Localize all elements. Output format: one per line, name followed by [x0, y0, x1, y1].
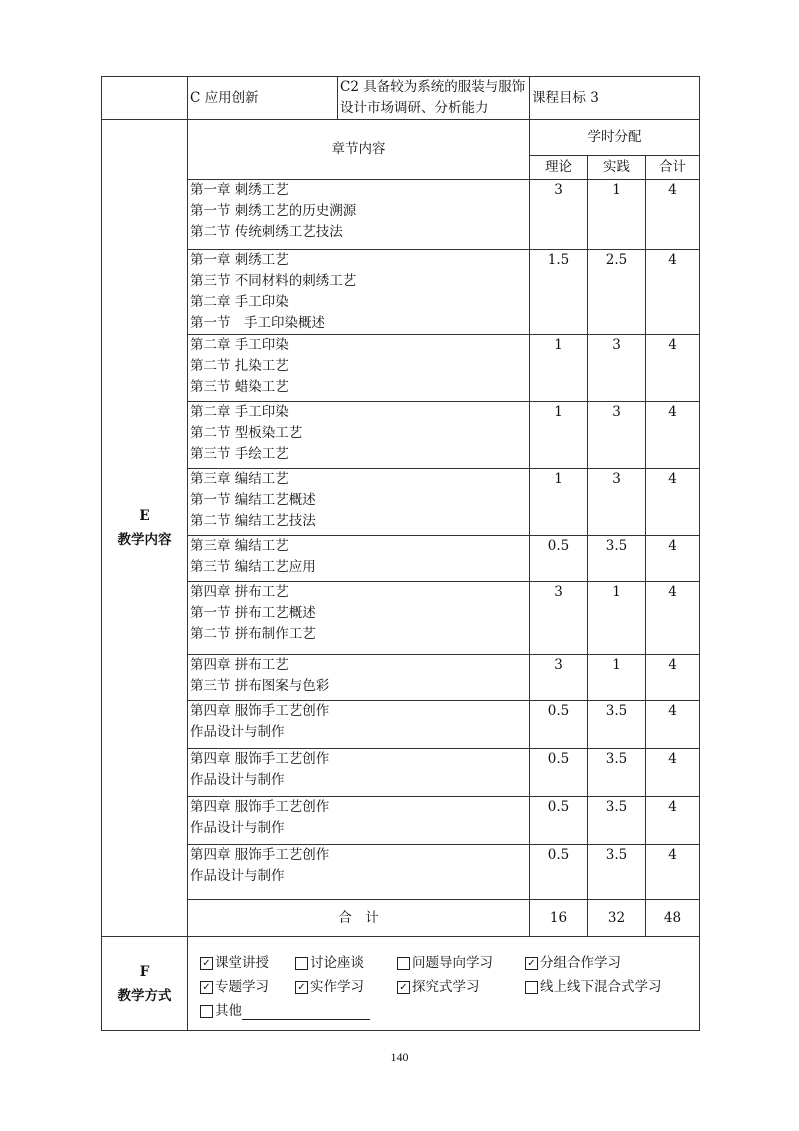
section-e-label [102, 120, 188, 937]
practice-hours: 3.5 [588, 701, 646, 749]
content-row [102, 797, 700, 845]
chapter-line: 第三节 编结工艺应用 [190, 559, 316, 575]
practice-header: 实践 [588, 156, 646, 180]
chapter-line: 作品设计与制作 [190, 820, 285, 836]
chapter-line: 作品设计与制作 [190, 772, 285, 788]
section-f-label [102, 937, 188, 1031]
method-option[interactable] [397, 951, 525, 975]
checked-box-icon[interactable]: ✓ [200, 981, 213, 994]
chapter-line: 第二节 型板染工艺 [190, 425, 303, 441]
method-label: 实作学习 [310, 979, 364, 995]
method-option[interactable] [200, 975, 295, 999]
practice-hours: 3.5 [588, 536, 646, 582]
method-row-other [200, 999, 699, 1023]
theory-hours: 1.5 [530, 250, 588, 335]
chapter-line: 第四章 服饰手工艺创作 [190, 799, 330, 815]
chapter-line: 第一节 刺绣工艺的历史溯源 [190, 203, 357, 219]
other-fill-line[interactable] [242, 1003, 370, 1020]
method-option[interactable] [525, 951, 675, 975]
practice-hours: 1 [588, 180, 646, 250]
theory-header: 理论 [530, 156, 588, 180]
chapter-cell [188, 582, 530, 655]
empty-cell [102, 77, 188, 120]
chapter-line: 第三节 拼布图案与色彩 [190, 678, 330, 694]
chapter-line: 第三节 手绘工艺 [190, 446, 289, 462]
total-hours: 4 [646, 402, 700, 469]
theory-hours: 0.5 [530, 845, 588, 900]
chapter-line: 作品设计与制作 [190, 868, 285, 884]
section-f-code: F [139, 963, 150, 980]
section-e-code: E [139, 508, 150, 524]
total-header: 合计 [646, 156, 700, 180]
hours-header-row [102, 120, 700, 156]
total-hours: 4 [646, 469, 700, 536]
method-option[interactable] [397, 975, 525, 999]
objective-description: C2 具备较为系统的服装与服饰设计市场调研、分析能力 [338, 77, 530, 120]
objective-category: C 应用创新 [188, 77, 338, 120]
chapter-cell [188, 402, 530, 469]
sum-practice: 32 [588, 900, 646, 937]
sum-row [102, 900, 700, 937]
theory-hours: 0.5 [530, 701, 588, 749]
theory-hours: 1 [530, 335, 588, 402]
theory-hours: 0.5 [530, 536, 588, 582]
content-row [102, 180, 700, 250]
chapter-line: 第四章 服饰手工艺创作 [190, 751, 330, 767]
content-row [102, 582, 700, 655]
section-f-title: 教学方式 [117, 987, 172, 1004]
unchecked-box-icon[interactable] [295, 957, 308, 970]
chapter-cell [188, 250, 530, 335]
content-row [102, 469, 700, 536]
content-row [102, 701, 700, 749]
total-hours: 4 [646, 536, 700, 582]
course-table [101, 76, 700, 1031]
chapter-line: 第一章 刺绣工艺 [190, 252, 289, 268]
method-label: 线上线下混合式学习 [540, 979, 662, 995]
chapter-cell [188, 469, 530, 536]
chapter-line: 第三章 编结工艺 [190, 538, 289, 554]
chapter-line: 第四章 拼布工艺 [190, 657, 289, 673]
chapter-line: 第二章 手工印染 [190, 404, 289, 420]
chapter-line: 第二节 编结工艺技法 [190, 513, 316, 529]
theory-hours: 0.5 [530, 797, 588, 845]
total-hours: 4 [646, 180, 700, 250]
chapter-line: 第二节 拼布制作工艺 [190, 626, 316, 642]
teaching-method-row [102, 937, 700, 1031]
chapter-line: 作品设计与制作 [190, 724, 285, 740]
chapter-cell [188, 701, 530, 749]
method-option[interactable] [295, 951, 397, 975]
practice-hours: 3 [588, 469, 646, 536]
chapter-cell [188, 180, 530, 250]
chapter-line: 第一节 手工印染概述 [190, 315, 325, 331]
practice-hours: 1 [588, 582, 646, 655]
practice-hours: 3 [588, 402, 646, 469]
page-number: 140 [390, 1050, 409, 1064]
method-row [200, 951, 699, 975]
unchecked-box-icon[interactable] [200, 1005, 213, 1018]
method-option-other[interactable] [200, 999, 370, 1023]
theory-hours: 1 [530, 469, 588, 536]
checked-box-icon[interactable]: ✓ [200, 957, 213, 970]
unchecked-box-icon[interactable] [525, 981, 538, 994]
content-row [102, 402, 700, 469]
total-hours: 4 [646, 701, 700, 749]
method-label: 课堂讲授 [215, 955, 269, 971]
total-hours: 4 [646, 797, 700, 845]
sum-theory: 16 [530, 900, 588, 937]
content-row [102, 250, 700, 335]
method-label: 探究式学习 [412, 979, 480, 995]
practice-hours: 1 [588, 655, 646, 701]
chapter-line: 第一节 编结工艺概述 [190, 492, 316, 508]
chapter-cell [188, 536, 530, 582]
objective-target: 课程目标 3 [530, 77, 700, 120]
content-header: 章节内容 [188, 120, 530, 180]
total-hours: 4 [646, 845, 700, 900]
chapter-line: 第四章 服饰手工艺创作 [190, 847, 330, 863]
total-hours: 4 [646, 250, 700, 335]
total-hours: 4 [646, 582, 700, 655]
chapter-cell [188, 655, 530, 701]
chapter-line: 第二节 传统刺绣工艺技法 [190, 224, 343, 240]
unchecked-box-icon[interactable] [397, 957, 410, 970]
method-label: 讨论座谈 [310, 955, 364, 971]
section-e-title: 教学内容 [117, 532, 172, 548]
theory-hours: 0.5 [530, 749, 588, 797]
chapter-cell [188, 797, 530, 845]
chapter-cell [188, 335, 530, 402]
teaching-methods [188, 937, 700, 1031]
content-row [102, 655, 700, 701]
content-row [102, 749, 700, 797]
checked-box-icon[interactable]: ✓ [525, 957, 538, 970]
practice-hours: 2.5 [588, 250, 646, 335]
method-row [200, 975, 699, 999]
chapter-cell [188, 749, 530, 797]
chapter-line: 第一章 刺绣工艺 [190, 182, 289, 198]
content-row [102, 845, 700, 900]
sum-total: 48 [646, 900, 700, 937]
objective-row [102, 77, 700, 120]
practice-hours: 3.5 [588, 749, 646, 797]
checked-box-icon[interactable]: ✓ [397, 981, 410, 994]
chapter-cell [188, 845, 530, 900]
method-option[interactable] [200, 951, 295, 975]
sum-label: 合 计 [188, 900, 530, 937]
chapter-line: 第二节 扎染工艺 [190, 358, 289, 374]
practice-hours: 3.5 [588, 845, 646, 900]
content-row [102, 335, 700, 402]
method-option[interactable] [295, 975, 397, 999]
theory-hours: 1 [530, 402, 588, 469]
chapter-line: 第三节 蜡染工艺 [190, 379, 289, 395]
method-label: 问题导向学习 [412, 955, 493, 971]
chapter-line: 第二章 手工印染 [190, 337, 289, 353]
practice-hours: 3.5 [588, 797, 646, 845]
checked-box-icon[interactable]: ✓ [295, 981, 308, 994]
chapter-line: 第四章 服饰手工艺创作 [190, 703, 330, 719]
method-label: 分组合作学习 [540, 955, 621, 971]
chapter-line: 第四章 拼布工艺 [190, 584, 289, 600]
method-option[interactable] [525, 975, 675, 999]
hours-header: 学时分配 [530, 120, 700, 156]
total-hours: 4 [646, 655, 700, 701]
content-row [102, 536, 700, 582]
chapter-line: 第二章 手工印染 [190, 294, 289, 310]
chapter-line: 第一节 拼布工艺概述 [190, 605, 316, 621]
total-hours: 4 [646, 335, 700, 402]
theory-hours: 3 [530, 180, 588, 250]
practice-hours: 3 [588, 335, 646, 402]
total-hours: 4 [646, 749, 700, 797]
other-label: 其他 [215, 1003, 242, 1019]
theory-hours: 3 [530, 582, 588, 655]
method-label: 专题学习 [215, 979, 269, 995]
chapter-line: 第三章 编结工艺 [190, 471, 289, 487]
chapter-line: 第三节 不同材料的刺绣工艺 [190, 273, 357, 289]
theory-hours: 3 [530, 655, 588, 701]
